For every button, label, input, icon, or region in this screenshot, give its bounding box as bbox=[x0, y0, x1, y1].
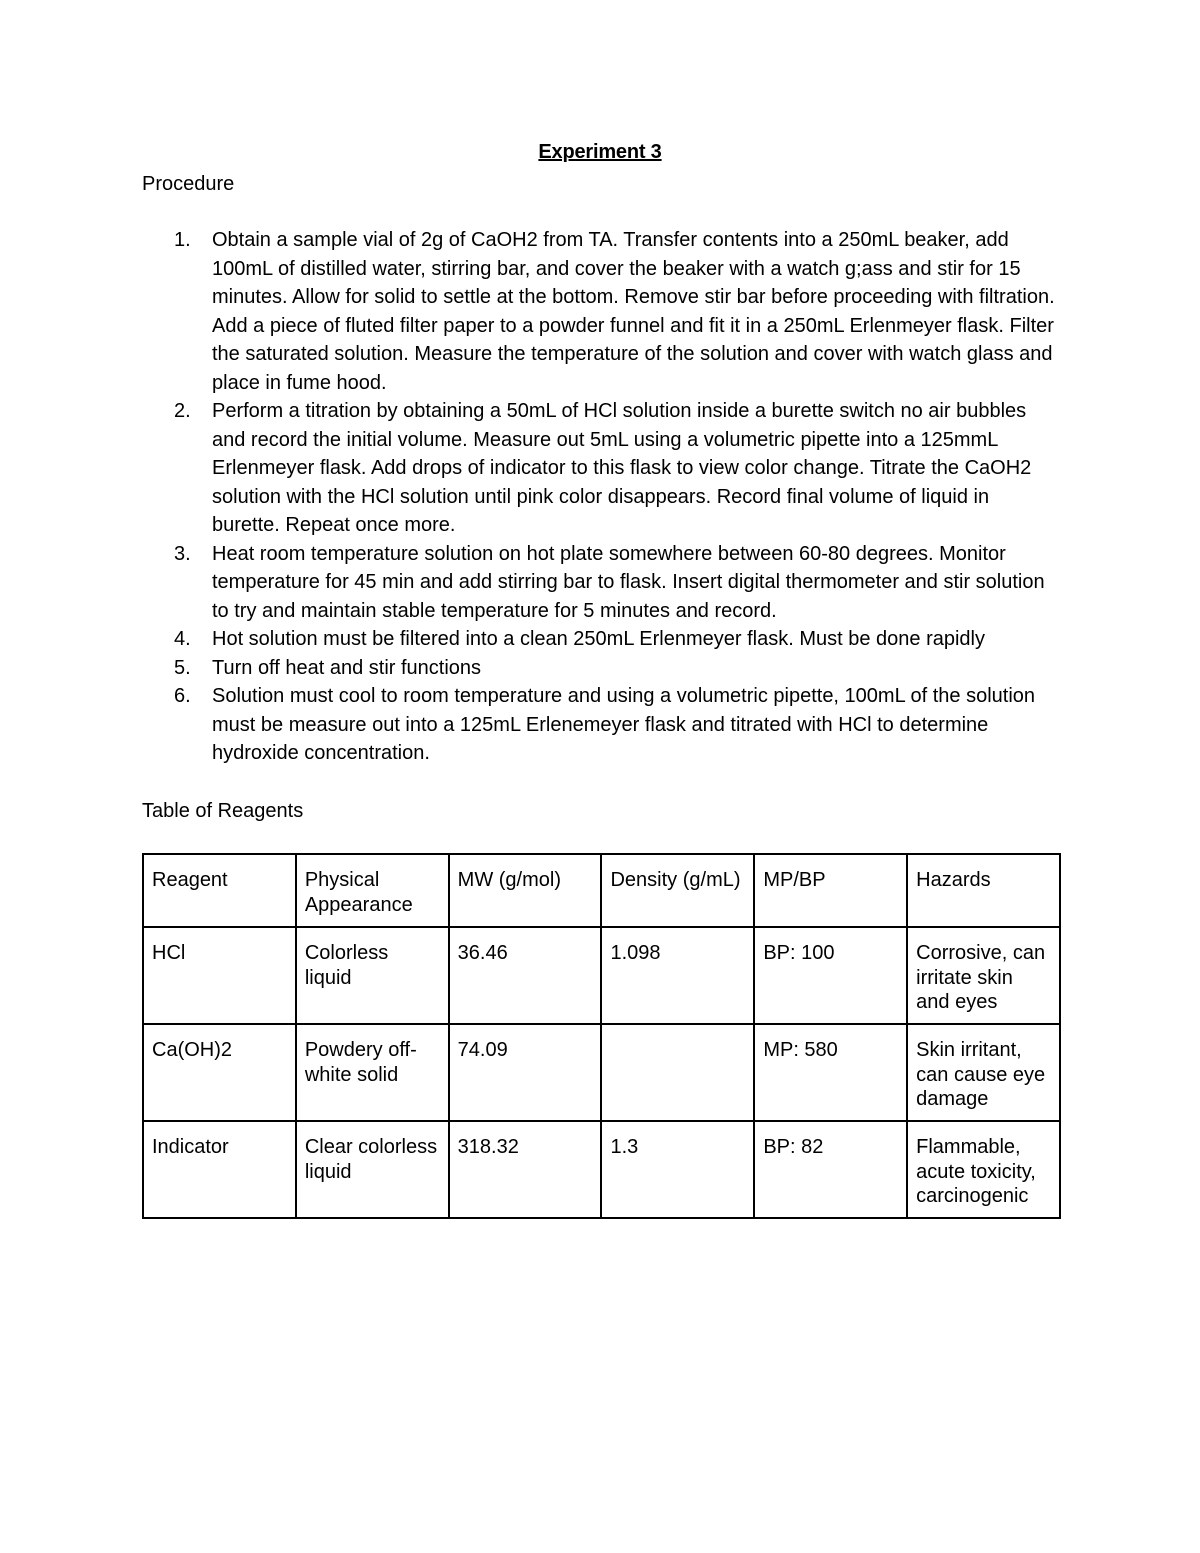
header-cell: Hazards bbox=[907, 854, 1060, 927]
procedure-step bbox=[142, 540, 1062, 626]
procedure-steps bbox=[142, 226, 1062, 768]
table-cell: 1.098 bbox=[601, 927, 754, 1024]
step-number: 1. bbox=[174, 229, 191, 251]
step-text: Heat room temperature solution on hot plate somewhere between 60-80 degrees. Monitor temperature for 45 min and add stirring bar to flask. Insert digital thermometer and stir solution to try and maintain stable temperature for 5 minutes and record. bbox=[212, 542, 1045, 622]
header-cell: Density (g/mL) bbox=[601, 854, 754, 927]
header-cell: MW (g/mol) bbox=[449, 854, 602, 927]
step-number: 3. bbox=[174, 542, 191, 565]
procedure-step bbox=[142, 226, 1062, 397]
step-text: Hot solution must be filtered into a clean 250mL Erlenmeyer flask. Must be done rapidly bbox=[212, 628, 985, 650]
table-row bbox=[143, 1121, 1060, 1218]
step-number: 5. bbox=[174, 656, 191, 679]
table-cell: Flammable, acute toxicity, carcinogenic bbox=[907, 1121, 1060, 1218]
step-text: Obtain a sample vial of 2g of CaOH2 from TA. Transfer contents into a 250mL beaker, add 100mL of distilled water, stirring bar, and cover the beaker with a watch g;ass and stir for 15 minutes. Allow for solid to settle at the bottom. Remove stir bar before proceeding with filtration. Add a piece of fluted filter paper to a powder funnel and fit it in a 250mL Erlenmeyer flask. Filter the saturated solution. Measure the temperature of the solution and cover with watch glass and place in fume hood. bbox=[212, 229, 1055, 394]
table-cell: Colorless liquid bbox=[296, 927, 449, 1024]
table-cell: HCl bbox=[143, 927, 296, 1024]
procedure-heading: Procedure bbox=[142, 173, 235, 195]
table-cell: BP: 82 bbox=[754, 1121, 907, 1218]
table-cell: MP: 580 bbox=[754, 1024, 907, 1121]
table-cell bbox=[601, 1024, 754, 1121]
reagents-table bbox=[142, 853, 1061, 1219]
page-title: Experiment 3 bbox=[538, 141, 662, 163]
table-row bbox=[143, 927, 1060, 1024]
table-cell: Corrosive, can irritate skin and eyes bbox=[907, 927, 1060, 1024]
procedure-step bbox=[142, 397, 1062, 540]
header-cell: MP/BP bbox=[754, 854, 907, 927]
step-number: 2. bbox=[174, 400, 191, 422]
table-cell: Clear colorless liquid bbox=[296, 1121, 449, 1218]
table-cell: 1.3 bbox=[601, 1121, 754, 1218]
step-number: 4. bbox=[174, 628, 191, 650]
table-heading: Table of Reagents bbox=[142, 800, 304, 822]
procedure-step bbox=[142, 654, 1062, 683]
table-cell: Indicator bbox=[143, 1121, 296, 1218]
step-text: Turn off heat and stir functions bbox=[212, 656, 482, 679]
table-cell: BP: 100 bbox=[754, 927, 907, 1024]
table-row bbox=[143, 1024, 1060, 1121]
step-number: 6. bbox=[174, 685, 191, 707]
step-text: Solution must cool to room temperature and using a volumetric pipette, 100mL of the solution must be measure out into a 125mL Erlenemeyer flask and titrated with HCl to determine hydroxide concentration. bbox=[212, 685, 1036, 764]
header-cell: Physical Appearance bbox=[296, 854, 449, 927]
table-cell: 318.32 bbox=[449, 1121, 602, 1218]
procedure-step bbox=[142, 682, 1062, 768]
header-cell: Reagent bbox=[143, 854, 296, 927]
table-cell: Skin irritant, can cause eye damage bbox=[907, 1024, 1060, 1121]
table-cell: 36.46 bbox=[449, 927, 602, 1024]
table-cell: 74.09 bbox=[449, 1024, 602, 1121]
table-cell: Ca(OH)2 bbox=[143, 1024, 296, 1121]
step-text: Perform a titration by obtaining a 50mL of HCl solution inside a burette switch no air bubbles and record the initial volume. Measure out 5mL using a volumetric pipette into a 125mmL Erlenmeyer flask. Add drops of indicator to this flask to view color change. Titrate the CaOH2 solution with the HCl solution until pink color disappears. Record final volume of liquid in burette. Repeat once more. bbox=[212, 400, 1032, 536]
table-cell: Powdery off-white solid bbox=[296, 1024, 449, 1121]
procedure-step bbox=[142, 625, 1062, 654]
table-header-row bbox=[143, 854, 1060, 927]
